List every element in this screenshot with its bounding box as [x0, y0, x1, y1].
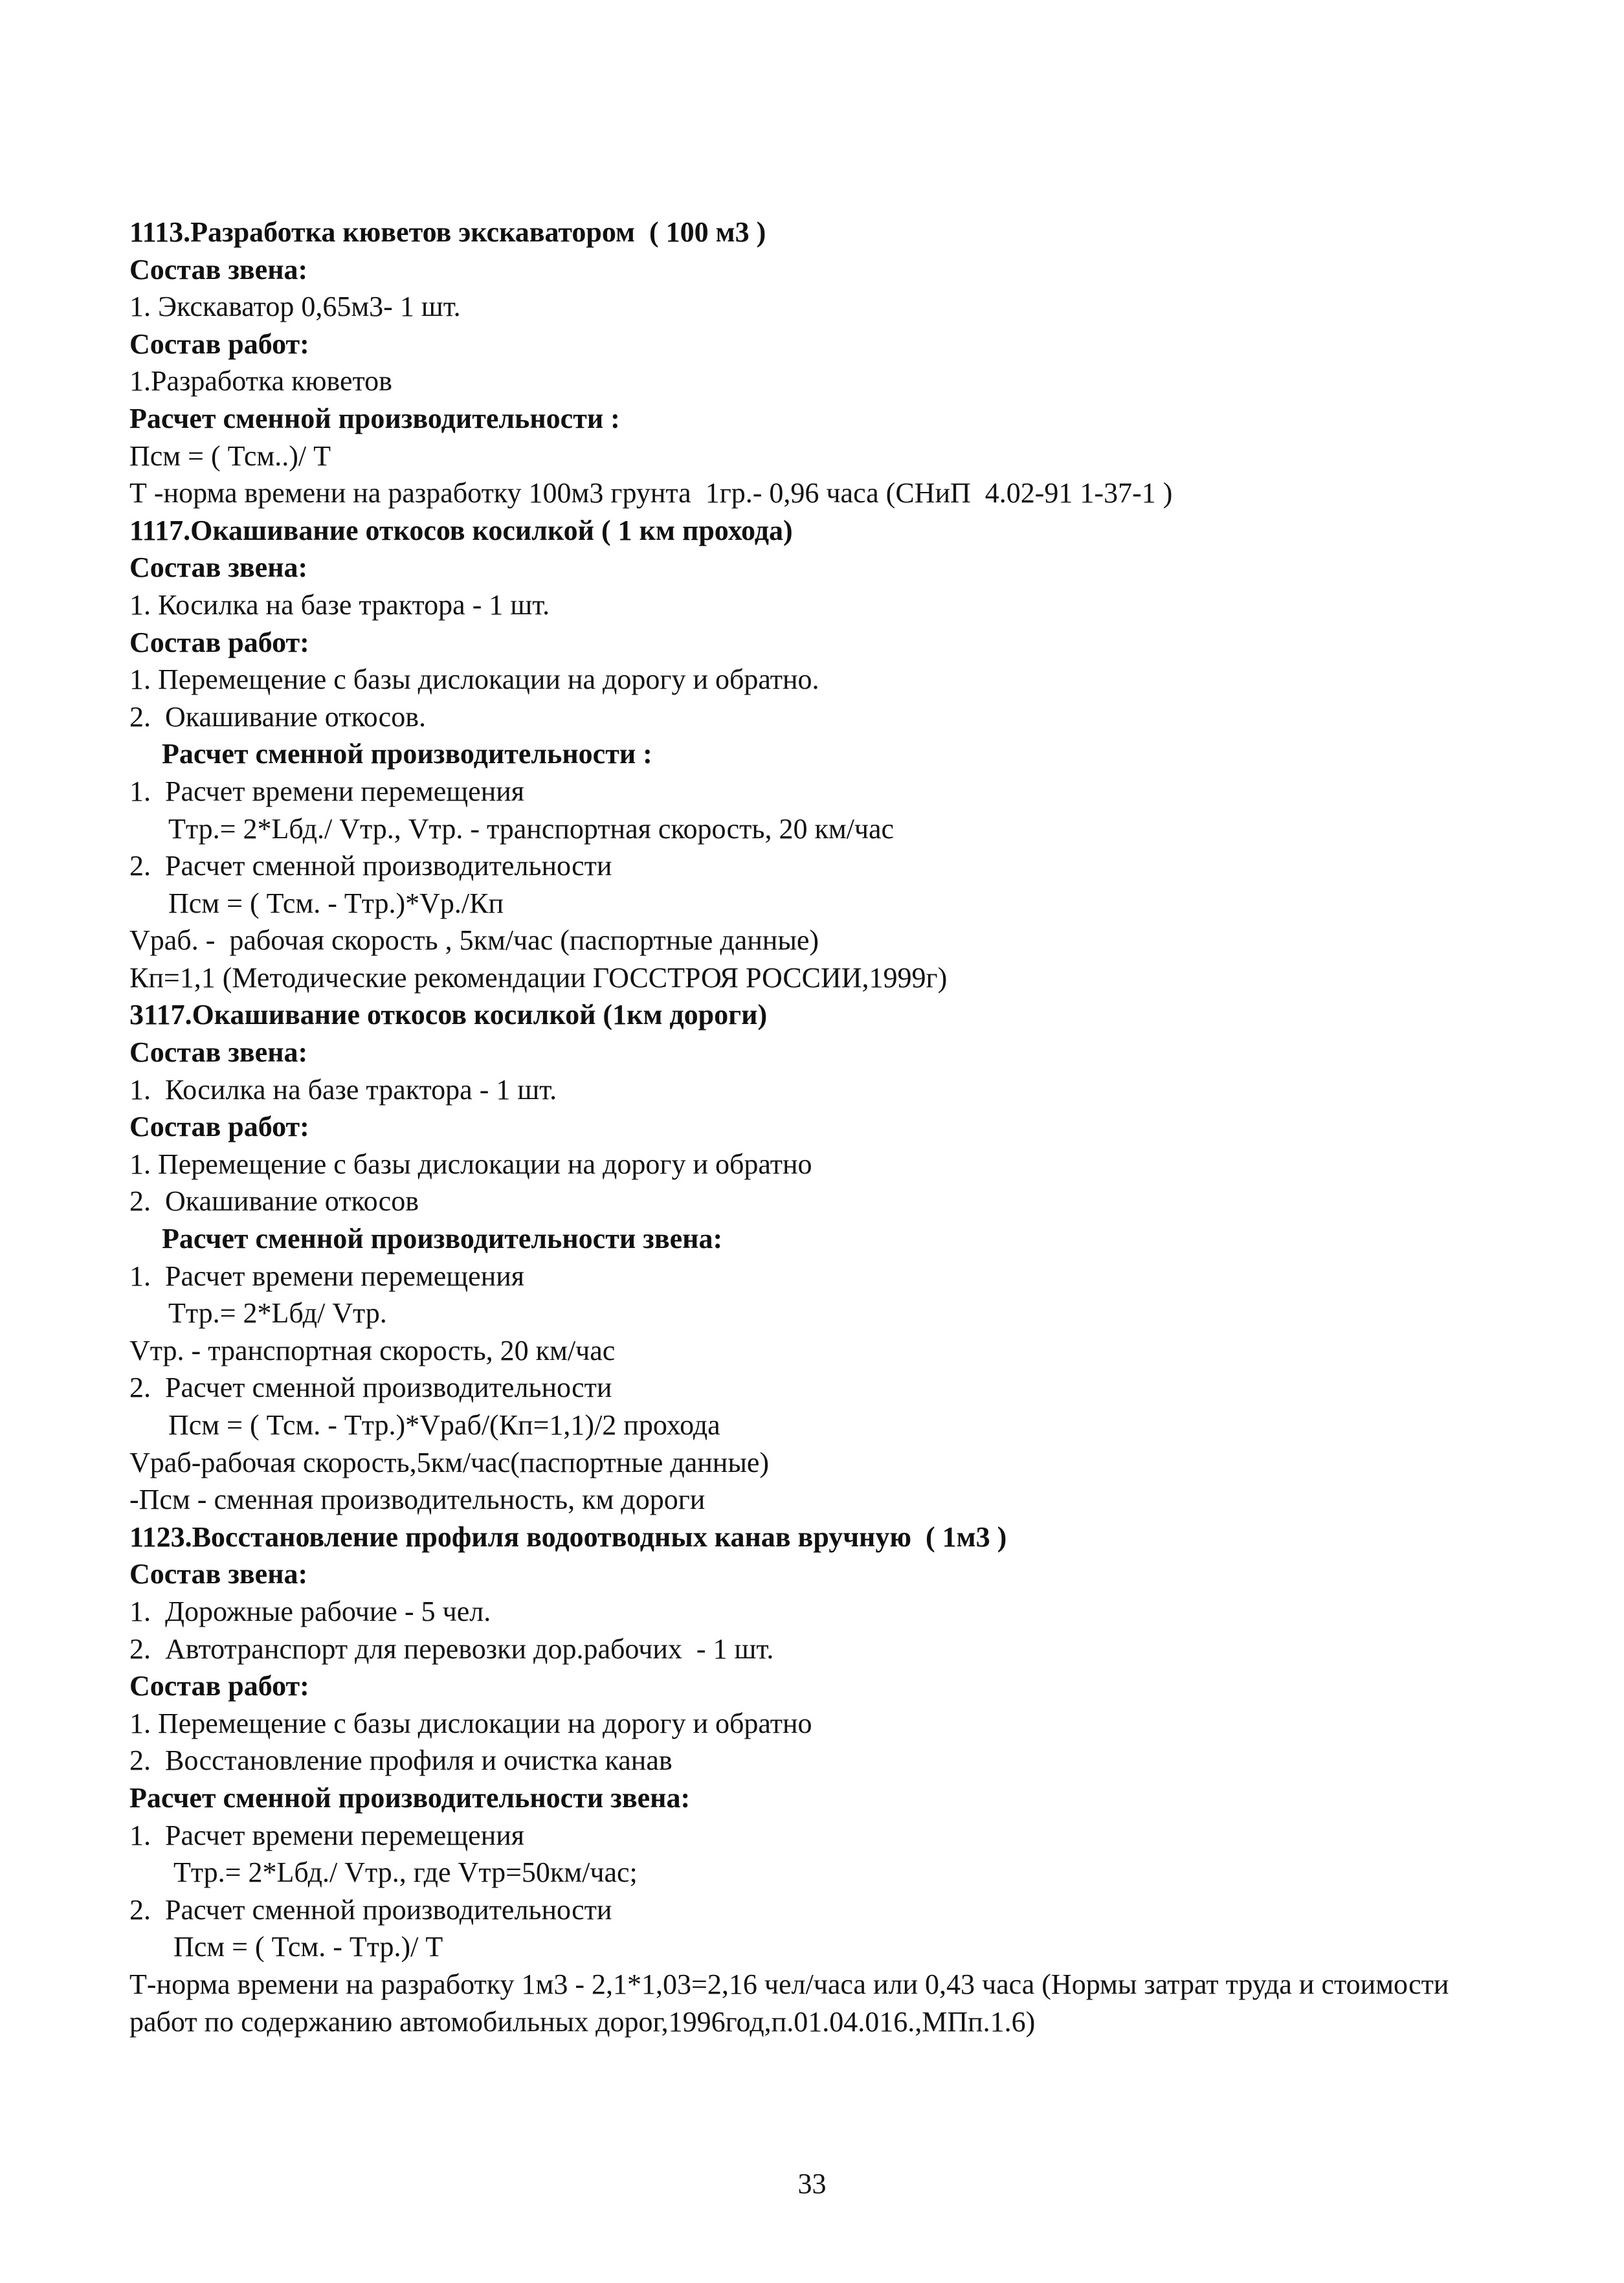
section-heading: Состав работ: — [129, 1670, 309, 1702]
text-line: Ттр.= 2*Lбд./ Vтр., Vтр. - транспортная скорость, 20 км/час — [168, 812, 895, 845]
section-heading: 1123.Восстановление профиля водоотводных канав вручную ( 1м3 ) — [129, 1520, 1007, 1553]
section-heading: Расчет сменной производительности звена: — [129, 1781, 691, 1814]
section-heading: Состав звена: — [129, 1558, 308, 1590]
document-body — [129, 214, 1521, 2040]
section-heading: 1117.Окашивание откосов косилкой ( 1 км прохода) — [129, 514, 793, 546]
text-line: Псм = ( Тсм. - Ттр.)*Vр./Кп — [168, 887, 504, 919]
text-line: Ттр.= 2*Lбд./ Vтр., где Vтр=50км/час; — [173, 1856, 638, 1889]
section-heading: Состав работ: — [129, 1111, 309, 1143]
text-line: 2. Окашивание откосов. — [129, 700, 426, 733]
section-heading: Расчет сменной производительности звена: — [162, 1223, 723, 1255]
text-line: Псм = ( Тсм..)/ Т — [129, 440, 331, 472]
text-line: Т -норма времени на разработку 100м3 грунта 1гр.- 0,96 часа (СНиП 4.02-91 1-37-1 ) — [129, 477, 1173, 509]
text-line: Т-норма времени на разработку 1м3 - 2,1*1,03=2,16 чел/часа или 0,43 часа (Нормы затрат труда и стоимости работ по содержанию автомобильных дорог,1996год,п.01.04.016.,МПп.1.6) — [129, 1968, 1449, 2038]
section-heading: Состав работ: — [129, 626, 309, 658]
section-heading: 3117.Окашивание откосов косилкой (1км дороги) — [129, 999, 768, 1031]
text-line: 1. Расчет времени перемещения — [129, 1819, 525, 1851]
text-line: 1. Дорожные рабочие - 5 чел. — [129, 1595, 491, 1627]
text-line: 1. Экскаватор 0,65м3- 1 шт. — [129, 291, 461, 323]
text-line: 2. Расчет сменной производительности — [129, 850, 612, 882]
text-line: 2. Расчет сменной производительности — [129, 1893, 612, 1926]
section-heading: Состав звена: — [129, 551, 308, 584]
section-heading: Состав звена: — [129, 253, 308, 285]
text-line: -Псм - сменная производительность, км дороги — [129, 1484, 706, 1516]
text-line: 1. Перемещение с базы дислокации на дорогу и обратно — [129, 1707, 812, 1739]
text-line: 1. Косилка на базе трактора - 1 шт. — [129, 588, 550, 621]
text-line: Vраб-рабочая скорость,5км/час(паспортные данные) — [129, 1446, 770, 1478]
text-line: Vтр. - транспортная скорость, 20 км/час — [129, 1334, 616, 1366]
text-line: Ттр.= 2*Lбд/ Vтр. — [168, 1297, 387, 1330]
section-heading: Расчет сменной производительности : — [129, 402, 620, 434]
text-line: Кп=1,1 (Методические рекомендации ГОССТРОЯ РОССИИ,1999г) — [129, 961, 948, 994]
text-line: 2. Расчет сменной производительности — [129, 1372, 612, 1404]
text-line: 1.Разработка кюветов — [129, 365, 392, 397]
text-line: 1. Косилка на базе трактора - 1 шт. — [129, 1073, 557, 1106]
text-line: 2. Восстановление профиля и очистка канав — [129, 1744, 673, 1777]
text-line: Псм = ( Тсм. - Ттр.)*Vраб/(Кп=1,1)/2 прохода — [168, 1409, 720, 1441]
section-heading: Расчет сменной производительности : — [162, 738, 652, 770]
text-line: 2. Окашивание откосов — [129, 1185, 419, 1218]
section-heading: Состав звена: — [129, 1036, 308, 1069]
text-line: 1. Перемещение с базы дислокации на дорогу и обратно. — [129, 663, 819, 696]
text-line: 1. Расчет времени перемещения — [129, 775, 525, 807]
page-number: 33 — [797, 2168, 827, 2199]
section-heading: Состав работ: — [129, 328, 309, 360]
text-line: 2. Автотранспорт для перевозки дор.рабочих - 1 шт. — [129, 1632, 774, 1665]
text-line: 1. Расчет времени перемещения — [129, 1260, 525, 1292]
text-line: Vраб. - рабочая скорость , 5км/час (паспортные данные) — [129, 924, 819, 957]
text-line: Псм = ( Тсм. - Ттр.)/ Т — [173, 1931, 443, 1963]
text-line: 1. Перемещение с базы дислокации на дорогу и обратно — [129, 1148, 812, 1180]
section-heading: 1113.Разработка кюветов экскаватором ( 100 м3 ) — [129, 216, 766, 248]
